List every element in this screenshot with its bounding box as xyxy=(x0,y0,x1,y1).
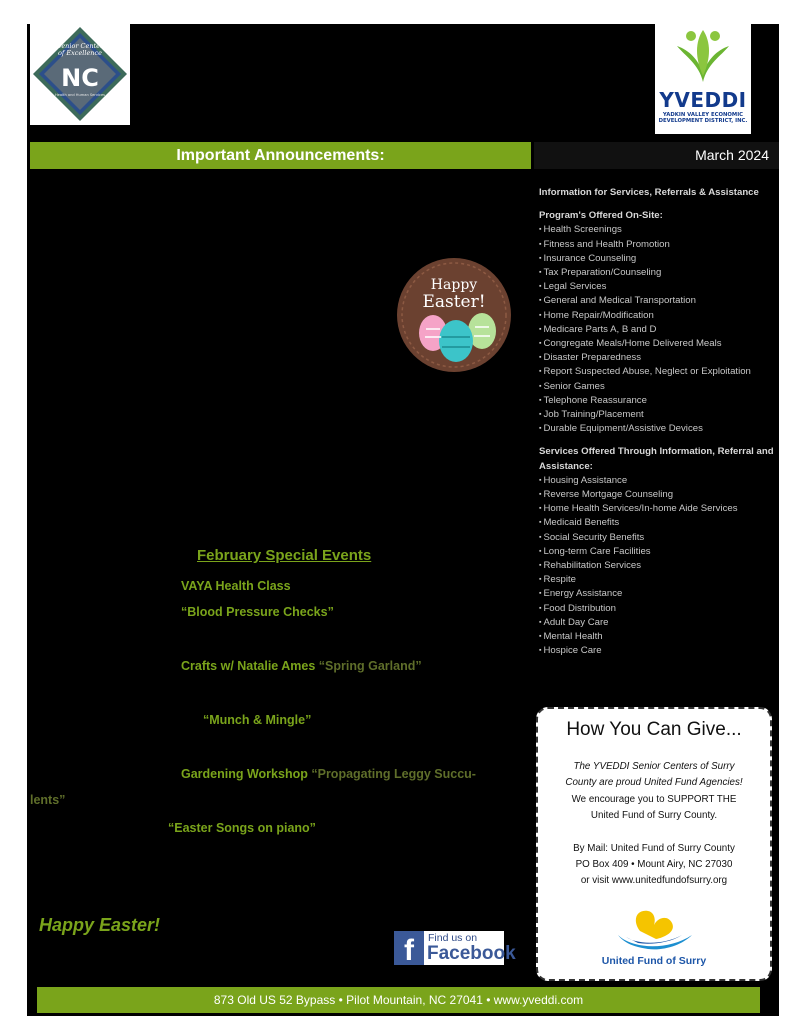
list-item: ▪ General and Medical Transportation xyxy=(539,294,777,308)
svg-text:NC: NC xyxy=(61,64,99,92)
events-title: February Special Events xyxy=(197,547,372,564)
issue-date: March 2024 xyxy=(695,147,769,163)
onsite-list xyxy=(539,223,777,436)
list-item: ▪ Job Training/Placement xyxy=(539,408,777,422)
list-item: ▪ Health Screenings xyxy=(539,223,777,237)
event-gardening-continued: lents” xyxy=(30,793,66,807)
list-item: ▪ Adult Day Care xyxy=(539,616,777,630)
onsite-heading: Program's Offered On-Site: xyxy=(539,210,663,222)
list-item: ▪ Social Security Benefits xyxy=(539,531,777,545)
services-column xyxy=(539,186,777,659)
list-item: ▪ Long-term Care Facilities xyxy=(539,545,777,559)
list-item: ▪ Home Health Services/In-home Aide Services xyxy=(539,502,777,516)
event-crafts-label: Crafts w/ Natalie Ames xyxy=(181,659,316,673)
list-item: ▪ Congregate Meals/Home Delivered Meals xyxy=(539,337,777,351)
svg-text:Happy: Happy xyxy=(430,277,478,293)
happy-easter-badge xyxy=(396,257,512,373)
list-item: ▪ Fitness and Health Promotion xyxy=(539,238,777,252)
yveddi-logo: YVEDDI YADKIN VALLEY ECONOMIC DEVELOPMENT DISTRICT, INC. xyxy=(655,24,751,134)
event-crafts-subtitle: “Spring Garland” xyxy=(318,659,422,673)
facebook-link[interactable]: f Find us on Facebook xyxy=(394,931,504,965)
list-item: ▪ Rehabilitation Services xyxy=(539,559,777,573)
list-item: ▪ Legal Services xyxy=(539,280,777,294)
referral-list xyxy=(539,474,777,659)
event-gardening xyxy=(181,767,476,781)
event-munch: “Munch & Mingle” xyxy=(203,713,312,727)
footer-bar xyxy=(37,987,760,1013)
list-item: ▪ Energy Assistance xyxy=(539,587,777,601)
list-item: ▪ Respite xyxy=(539,573,777,587)
list-item: ▪ Telephone Reassurance xyxy=(539,394,777,408)
list-item: ▪ Durable Equipment/Assistive Devices xyxy=(539,422,777,436)
list-item: ▪ Housing Assistance xyxy=(539,474,777,488)
give-mail-info: By Mail: United Fund of Surry County PO Box 409 • Mount Airy, NC 27030 or visit www.unitedfundofsurry.org xyxy=(573,843,735,886)
list-item: ▪ Report Suspected Abuse, Neglect or Exploitation xyxy=(539,365,777,379)
date-banner xyxy=(534,142,779,169)
list-item: ▪ Medicaid Benefits xyxy=(539,516,777,530)
services-intro: Information for Services, Referrals & Assistance xyxy=(539,187,759,198)
event-crafts xyxy=(181,659,422,673)
list-item: ▪ Hospice Care xyxy=(539,644,777,658)
give-agency-note: The YVEDDI Senior Centers of Surry County are proud United Fund Agencies! xyxy=(565,761,743,788)
list-item: ▪ Insurance Counseling xyxy=(539,252,777,266)
list-item: ▪ Senior Games xyxy=(539,380,777,394)
senior-center-logo xyxy=(30,24,130,125)
announcements-title: Important Announcements: xyxy=(176,147,385,164)
how-you-can-give-box xyxy=(536,707,772,981)
list-item: ▪ Home Repair/Modification xyxy=(539,309,777,323)
give-encourage: We encourage you to SUPPORT THE United Fund of Surry County. xyxy=(571,794,737,821)
list-item: ▪ Mental Health xyxy=(539,630,777,644)
event-gardening-label: Gardening Workshop xyxy=(181,767,308,781)
list-item: ▪ Tax Preparation/Counseling xyxy=(539,266,777,280)
list-item: ▪ Food Distribution xyxy=(539,602,777,616)
list-item: ▪ Disaster Preparedness xyxy=(539,351,777,365)
svg-text:of Excellence: of Excellence xyxy=(58,49,102,57)
svg-text:Senior Center: Senior Center xyxy=(56,42,104,50)
svg-text:Easter!: Easter! xyxy=(422,292,486,312)
facebook-icon: f xyxy=(394,931,424,965)
event-blood-pressure: “Blood Pressure Checks” xyxy=(181,605,334,619)
event-gardening-subtitle: “Propagating Leggy Succu- xyxy=(311,767,476,781)
list-item: ▪ Medicare Parts A, B and D xyxy=(539,323,777,337)
happy-easter-text: Happy Easter! xyxy=(39,915,161,935)
referral-heading: Services Offered Through Information, Referral and Assistance: xyxy=(539,446,774,472)
event-vaya: VAYA Health Class xyxy=(181,579,291,593)
give-title: How You Can Give... xyxy=(566,719,742,740)
footer-address: 873 Old US 52 Bypass • Pilot Mountain, NC 27041 • www.yveddi.com xyxy=(213,993,584,1007)
event-easter-songs: “Easter Songs on piano” xyxy=(168,821,316,835)
united-fund-logo: United Fund of Surry xyxy=(598,905,710,971)
list-item: ▪ Reverse Mortgage Counseling xyxy=(539,488,777,502)
announcements-bar xyxy=(30,142,531,169)
newsletter-page xyxy=(27,24,779,1016)
svg-text:Health and Human Services: Health and Human Services xyxy=(54,93,106,97)
